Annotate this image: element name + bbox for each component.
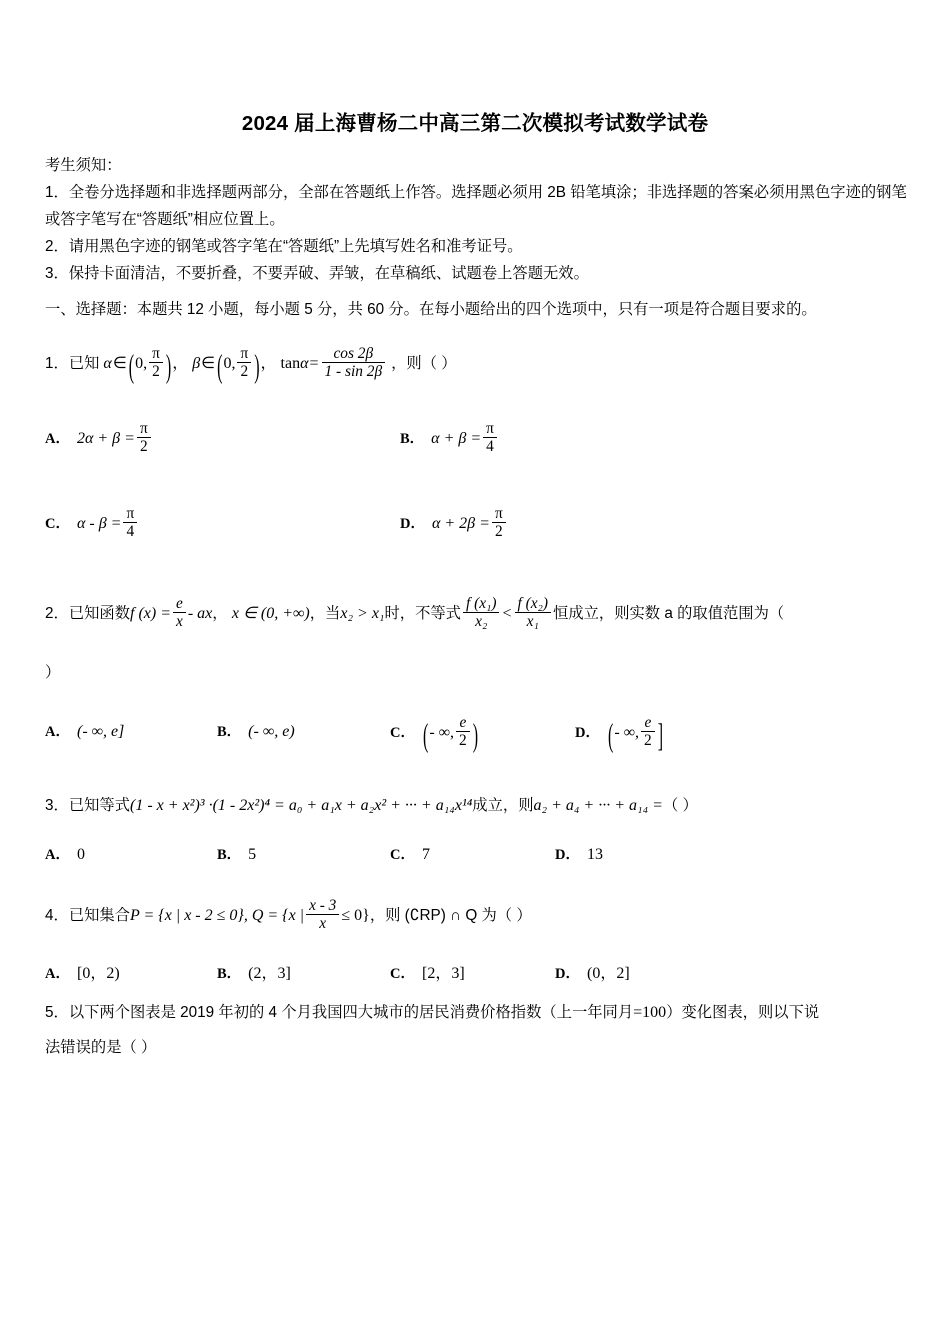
question-1-options-row-1 bbox=[45, 420, 930, 460]
option-math: (- ∞, $\frac{e}{2}$ ] bbox=[607, 714, 664, 755]
question-2-function-math: f (x) = $\frac{e}{x}$ - ax bbox=[130, 595, 213, 631]
option-label: C． bbox=[390, 724, 415, 741]
question-3 bbox=[45, 793, 930, 819]
option-value: [2，3] bbox=[421, 965, 465, 982]
question-3-option-D[interactable] bbox=[555, 843, 603, 864]
question-5 bbox=[45, 1000, 930, 1026]
question-1-stem-prefix: 已知 bbox=[68, 354, 100, 372]
question-4-stem-suffix: ，则 (∁RP) ∩ Q 为（ ） bbox=[369, 906, 532, 924]
question-1-math: α∈ (0, $\frac{\pi}{2}$ )， β∈ (0, $\frac{\pi}{2}$ )， tanα= $\frac{\cos 2\beta}{1 - \sin 2\beta}$ bbox=[99, 355, 391, 372]
option-value: 7 bbox=[421, 846, 430, 863]
question-3-target: a₂ + a₄ + ··· + a₁₄ = bbox=[533, 797, 663, 814]
question-2-stem-part3: 时，不等式 bbox=[384, 604, 461, 622]
question-4-set-q: Q = {x | $\frac{x - 3}{x}$ ≤ 0} bbox=[251, 897, 370, 933]
question-4-stem-prefix: 已知集合 bbox=[68, 906, 131, 924]
option-label: D． bbox=[555, 847, 580, 863]
question-4-set-p: P = {x | x - 2 ≤ 0} bbox=[130, 906, 244, 924]
question-4: 4．已知集合P = {x | x - 2 ≤ 0}, Q = {x | $\frac{x - 3}{x}$ ≤ 0}，则 (∁RP) ∩ Q 为（ ） bbox=[45, 897, 532, 933]
question-3-options bbox=[45, 843, 930, 873]
question-3-equation: (1 - x + x²)³ ·(1 - 2x²)⁴ = a₀ + a₁x + a₂x² + ··· + a₁₄x¹⁴ bbox=[130, 797, 473, 814]
question-2-stem-part1: 已知函数 bbox=[68, 604, 131, 622]
question-3-option-A[interactable] bbox=[45, 843, 85, 864]
question-5-stem-line1b: ）变化图表，则以下说 bbox=[666, 1004, 820, 1021]
section-heading-choice: 一、选择题：本题共 12 小题，每小题 5 分，共 60 分。在每小题给出的四个选项中，只有一项是符合题目要求的。 bbox=[45, 301, 817, 318]
question-4-options bbox=[45, 960, 930, 990]
question-2: 2．已知函数f (x) = $\frac{e}{x}$ - ax， x ∈ (0, +∞)，当x₂ > x₁时，不等式 $\frac{\text{f (x₁)}}{\text{x₂}}$ < $\frac{\text{f (x₂)}}{\text{x₁}}$ 恒成立，则实数 a 的取值范围为（ bbox=[45, 595, 785, 631]
question-4-number: 4． bbox=[45, 906, 69, 924]
option-value: (2，3] bbox=[248, 965, 291, 982]
question-1-option-D[interactable] bbox=[400, 505, 508, 540]
option-label: B． bbox=[217, 847, 242, 863]
question-1 bbox=[45, 345, 930, 386]
option-math: (- ∞, e] bbox=[76, 723, 125, 740]
question-1-option-C[interactable] bbox=[45, 505, 139, 540]
question-1-option-B[interactable] bbox=[400, 420, 499, 455]
candidate-notice-block bbox=[45, 152, 913, 287]
page-title: 2024 届上海曹杨二中高三第二次模拟考试数学试卷 bbox=[241, 112, 709, 135]
question-5-stem-line2: 法错误的是（ ） bbox=[45, 1039, 157, 1056]
option-math: (- ∞, $\frac{e}{2}$ ) bbox=[422, 714, 479, 755]
option-math: (- ∞, e) bbox=[248, 723, 295, 740]
question-4-option-C[interactable] bbox=[390, 960, 465, 983]
question-1-options-row-2 bbox=[45, 505, 930, 545]
question-5-stem-line1a: 以下两个图表是 2019 年初的 4 个月我国四大城市的居民消费价格指数（上一年同月 bbox=[68, 1004, 634, 1021]
option-label: B． bbox=[400, 430, 425, 447]
question-5-number: 5． bbox=[45, 1004, 69, 1021]
option-label: A． bbox=[45, 430, 70, 447]
option-label: A． bbox=[45, 847, 70, 863]
notice-item-3: 3．保持卡面清洁，不要折叠，不要弄破、弄皱，在草稿纸、试题卷上答题无效。 bbox=[45, 265, 589, 282]
question-2-option-A[interactable] bbox=[45, 720, 124, 741]
option-label: C． bbox=[390, 847, 415, 863]
question-4-option-D[interactable] bbox=[555, 960, 630, 983]
question-3-option-B[interactable] bbox=[217, 843, 256, 864]
notice-item-1: 1．全卷分选择题和非选择题两部分，全部在答题纸上作答。选择题必须用 2B 铅笔填涂；非选择题的答案必须用黑色字迹的钢笔或答字笔写在“答题纸”相应位置上。 bbox=[45, 184, 907, 228]
option-label: C． bbox=[45, 515, 70, 532]
option-math: α - β = $\frac{\pi}{4}$ bbox=[77, 505, 139, 540]
option-label: D． bbox=[555, 966, 580, 982]
question-2-option-C[interactable] bbox=[390, 714, 479, 755]
notice-item-2: 2．请用黑色字迹的钢笔或答字笔在“答题纸”上先填写姓名和准考证号。 bbox=[45, 238, 523, 255]
question-3-stem-suffix: （ ） bbox=[662, 797, 698, 814]
option-value: 13 bbox=[586, 846, 603, 863]
question-2-stem-part4: 恒成立，则实数 a 的取值范围为（ bbox=[553, 604, 785, 622]
question-4-option-A[interactable] bbox=[45, 960, 120, 983]
option-label: D． bbox=[575, 724, 600, 741]
option-label: B． bbox=[217, 724, 242, 740]
question-5-index-value: =100 bbox=[633, 1004, 667, 1021]
option-label: D． bbox=[400, 515, 425, 532]
option-label: A． bbox=[45, 724, 70, 740]
question-2-stem-part2: ，当 bbox=[309, 604, 341, 622]
notice-heading: 考生须知： bbox=[45, 157, 122, 174]
question-5-line2 bbox=[45, 1035, 930, 1061]
option-math: α + 2β = $\frac{\pi}{2}$ bbox=[432, 505, 508, 540]
option-math: α + β = $\frac{\pi}{4}$ bbox=[431, 420, 499, 455]
option-label: A． bbox=[45, 966, 70, 982]
question-3-stem-middle: 成立，则 bbox=[472, 797, 534, 814]
question-2-condition: x₂ > x₁ bbox=[340, 604, 385, 622]
question-2-stem-part5: ） bbox=[45, 664, 61, 681]
question-2-number: 2． bbox=[45, 604, 69, 622]
question-2-options bbox=[45, 714, 930, 760]
option-value: 0 bbox=[76, 846, 85, 863]
option-value: 5 bbox=[248, 846, 257, 863]
question-2-stem-continuation bbox=[45, 660, 930, 686]
question-2-option-D[interactable] bbox=[575, 714, 664, 755]
option-math: 2α + β = $\frac{\pi}{2}$ bbox=[77, 420, 153, 455]
question-3-number: 3． bbox=[45, 797, 69, 814]
question-1-number: 1． bbox=[45, 354, 69, 372]
option-value: (0，2] bbox=[586, 965, 630, 982]
question-3-option-C[interactable] bbox=[390, 843, 430, 864]
question-4-option-B[interactable] bbox=[217, 960, 291, 983]
option-label: B． bbox=[217, 966, 242, 982]
question-2-inequality: $\frac{\text{f (x₁)}}{\text{x₂}}$ < $\frac{\text{f (x₂)}}{\text{x₁}}$ bbox=[461, 605, 553, 622]
option-value: [0，2) bbox=[76, 965, 120, 982]
question-2-option-B[interactable] bbox=[217, 720, 295, 741]
question-1-option-A[interactable] bbox=[45, 420, 153, 455]
question-2-domain: x ∈ (0, +∞) bbox=[231, 604, 310, 622]
question-3-stem-prefix: 已知等式 bbox=[68, 797, 131, 814]
option-label: C． bbox=[390, 966, 415, 982]
question-1-stem-suffix: ，则（ ） bbox=[391, 354, 457, 372]
